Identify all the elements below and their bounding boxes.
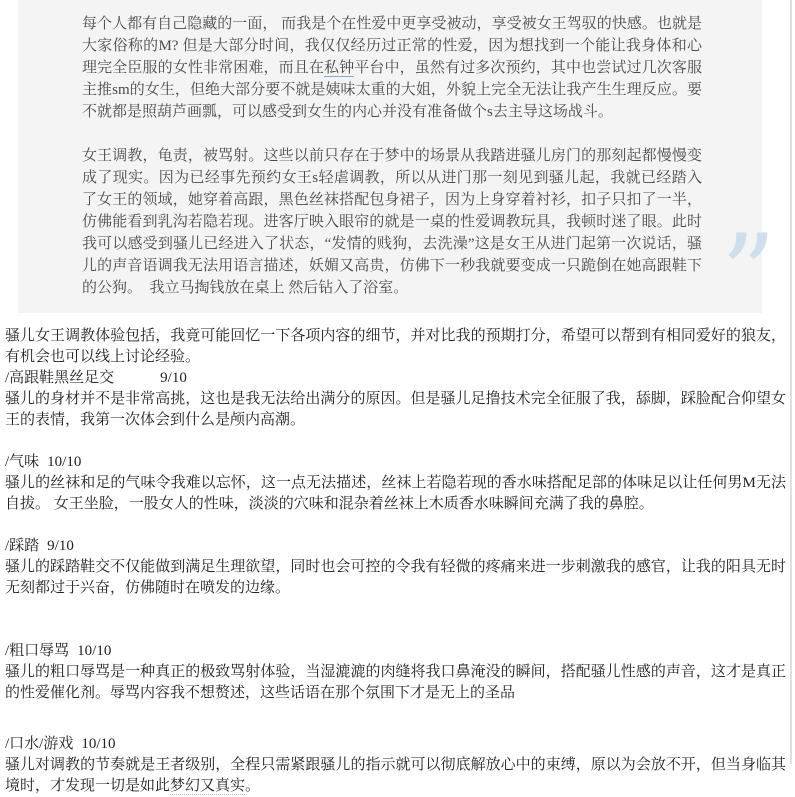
- review-section-game: [5, 734, 786, 797]
- quoted-post: [18, 0, 776, 337]
- quote-paragraph-2: 女王调教，龟责，被骂射。这些以前只存在于梦中的场景从我踏进骚儿房门的那刻起都慢慢变成了现实。因为已经事先预约女王s轻虐调教，所以从进门那一刻见到骚儿起，我就已经踏入了女王的领域，她穿着高跟，黑色丝袜搭配包身裙子，因为上身穿着衬衫，扣子只扣了一半，仿佛能看到乳沟若隐若现。进客厅映入眼帘的就是一桌的性爱调教玩具，我顿时迷了眼。此时我可以感受到骚儿已经进入了状态，“发情的贱狗，去洗澡”这是女王从进门起第一次说话，骚儿的声音语调我无法用语言描述，妖媚又高贵，仿佛下一秒我就要变成一只跪倒在她高跟鞋下的公狗。 我立马掏钱放在桌上 然后钻入了浴室。: [82, 148, 702, 296]
- review-section-heels: [5, 368, 786, 431]
- review-body: [5, 326, 786, 797]
- section-title: /高跟鞋黑丝足交: [5, 370, 115, 386]
- review-intro: 骚儿女王调教体验包括，我竟可能回忆一下各项内容的细节，并对比我的预期打分，希望可以帮到有相同爱好的狼友，有机会也可以线上讨论经验。: [5, 328, 786, 365]
- section-title-line: [5, 452, 786, 473]
- quote-text-before-link: 每个人都有自己隐藏的一面， 而我是个在性爱中更享受被动，享受被女王驾驭的快感。也就是大家俗称的M? 但是大部分时间，我仅仅经历过正常的性爱，因为想找到一个能让我身体和心理完全臣服的女性非常困难，而且在: [82, 16, 702, 76]
- section-title-line: [5, 734, 786, 755]
- review-section-smell: [5, 452, 786, 515]
- section-title-line: [5, 536, 786, 557]
- section-title: /口水/游戏: [5, 736, 74, 752]
- section-body: [5, 755, 786, 797]
- section-title-line: [5, 368, 786, 389]
- section-body: 骚儿的丝袜和足的气味令我难以忘怀，这一点无法描述，丝袜上若隐若现的香水味搭配足部的体味足以让任何男M无法自拔。 女王坐脸，一股女人的性味，淡淡的穴味和混杂着丝袜上木质香水味瞬间充满了我的鼻腔。: [5, 475, 786, 512]
- section-title: /粗口辱骂: [5, 643, 70, 659]
- section-body-tail: 。: [245, 778, 261, 794]
- section-score: 9/10: [47, 538, 74, 554]
- section-score: 9/10: [160, 370, 187, 386]
- section-body: 骚儿的粗口辱骂是一种真正的极致骂射体验，当湿漉漉的肉缝将我口鼻淹没的瞬间，搭配骚儿性感的声音，这才是真正的性爱催化剂。辱骂内容我不想赘述，这些话语在那个氛围下才是无上的圣品: [5, 664, 786, 701]
- quote-text-after-link: 平台中，虽然有过多次预约，其中也尝试过几次客服主推sm的女生，但绝大部分要不就是姨味太重的大姐，外貌上完全无法让我产生生理反应。要不就都是照葫芦画瓢，可以感受到女生的内心并没有准备做个s去主导这场战斗。: [82, 60, 702, 120]
- section-score: 10/10: [81, 736, 116, 752]
- review-section-verbal: [5, 641, 786, 704]
- section-score: 10/10: [77, 643, 112, 659]
- section-title-line: [5, 641, 786, 662]
- section-body: 骚儿的踩踏鞋交不仅能做到满足生理欲望，同时也会可控的令我有轻微的疼痛来进一步刺激我的感官，让我的阳具无时无刻都过于兴奋，仿佛随时在喷发的边缘。: [5, 559, 786, 596]
- section-body: 骚儿的身材并不是非常高挑，这也是我无法给出满分的原因。但是骚儿足撸技术完全征服了我，舔脚，踩脸配合仰望女王的表情，我第一次体会到什么是颅内高潮。: [5, 391, 786, 428]
- closing-quote-icon: ”: [720, 212, 776, 337]
- right-edge-divider: [790, 0, 792, 764]
- sizhong-platform-link[interactable]: 私钟: [323, 60, 355, 76]
- review-section-trample: [5, 536, 786, 599]
- underlined-phrase: 梦幻又真实: [170, 778, 246, 794]
- section-title: /踩踏: [5, 538, 40, 554]
- section-score: 10/10: [47, 454, 82, 470]
- quote-paragraph-1: [82, 13, 702, 123]
- section-body-text: 骚儿对调教的节奏就是王者级别，全程只需紧跟骚儿的指示就可以彻底解放心中的束缚，原以为会放不开，但当身临其境时，才发现一切是如此: [5, 757, 786, 794]
- section-title: /气味: [5, 454, 40, 470]
